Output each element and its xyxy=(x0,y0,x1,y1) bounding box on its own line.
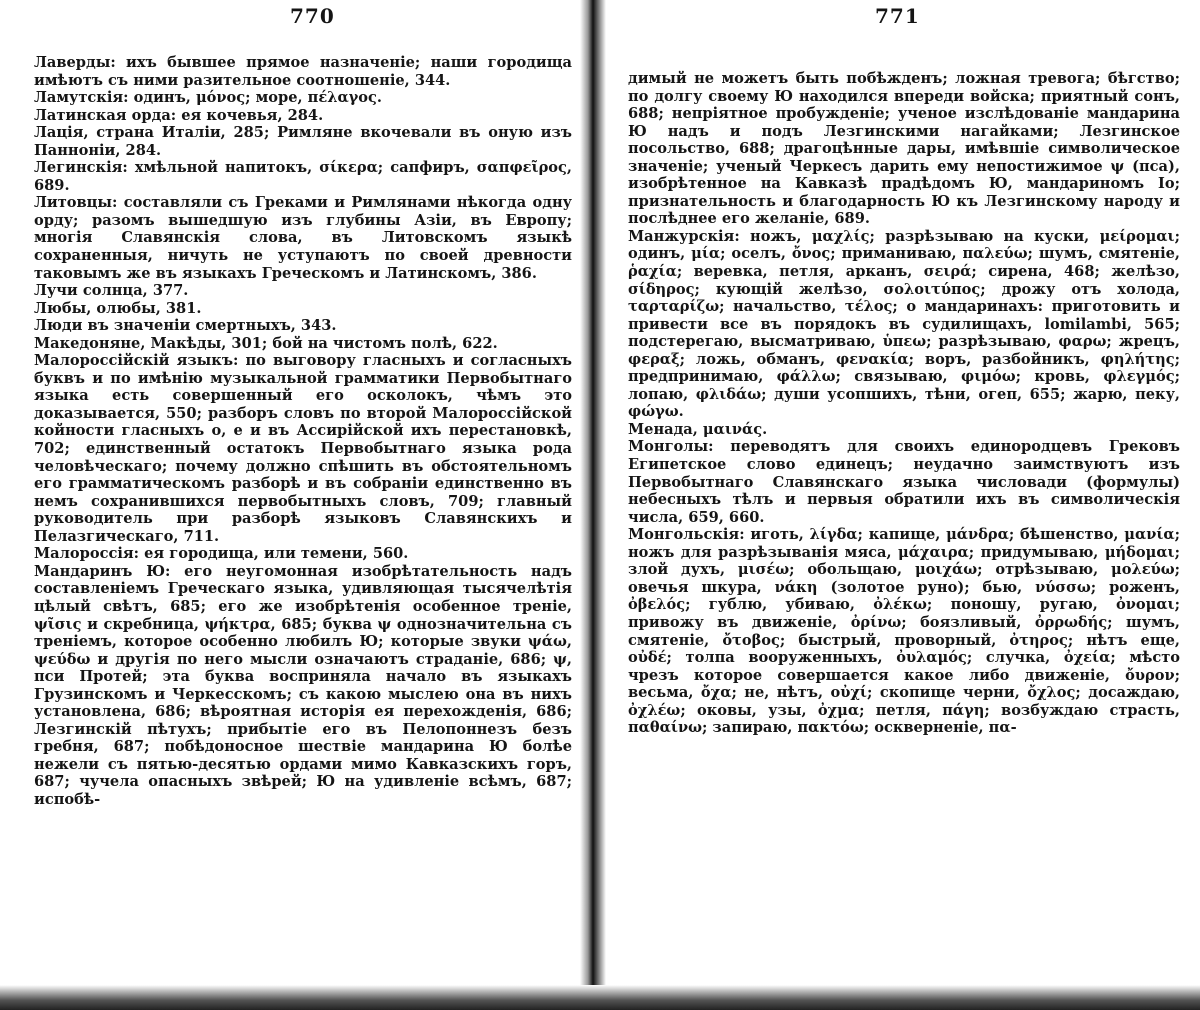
index-entry: Менада, μαινάς. xyxy=(628,420,768,438)
page-number-left: 770 xyxy=(290,4,335,28)
index-entry: Легинскія: хмѣльной напитокъ, σίκερα; сапфиръ, σαπφεῖρος, 689. xyxy=(34,159,572,194)
index-entry: Малороссійскій языкъ: по выговору гласныхъ и согласныхъ буквъ и по имѣнію музыкальной грамматики Первобытнаго языка есть совершенный его осколокъ, чѣмъ это доказывается, 550; разборъ словъ по второй Малороссійской койности гласныхъ о, е и въ Ассирійской ихъ перестановкѣ, 702; единственный остатокъ Первобытнаго языка рода человѣческаго; почему должно спѣшить въ обстоятельномъ его грамматическомъ разборѣ и въ собраніи единственно въ немъ сохранившихся первобытныхъ словъ, 709; главный руководитель при разборѣ языковъ Славянскихъ и Пелазгическаго, 711. xyxy=(34,352,572,545)
index-entry: димый не можетъ быть побѣжденъ; ложная тревога; бѣгство; по долгу своему Ю находился впереди войска; приятный сонъ, 688; непріятное пробужденіе; ученое изслѣдованіе мандарина Ю надъ и подъ Лезгинскими нагайками; Лезгинское посольство, 688; драгоцѣнные дары, имѣвшіе символическое значеніе; ученый Черкесъ дарить ему непостижимое ψ (пса), изобрѣтенное на Кавказѣ прадѣдомъ Ю, мандариномъ Іо; признательность и благодарность Ю къ Лезгинскому народу и послѣднее его желаніе, 689. xyxy=(628,70,1180,228)
index-entry: Любы, олюбы, 381. xyxy=(34,299,202,317)
index-entry: Лація, страна Италіи, 285; Римляне вкочевали въ оную изъ Паннонiи, 284. xyxy=(34,124,572,159)
index-entry: Манжурскія: ножъ, μαχλίς; разрѣзываю на куски, μείρομαι; одинъ, μία; оселъ, ὄνος; приманиваю, παλεύω; шумъ, смятеніе, ῥαχία; веревка, петля, арканъ, σειρά; сирена, 468; желѣзо, σίδηρος; кующій желѣзо, σολοιτύπος; дрожу отъ холода, ταρταρίζω; начальство, τέλος; о мандаринахъ: приготовить и привести все въ порядокъ въ судилищахъ, lomilambi, 565; подстерегаю, высматриваю, ὑπεω; разрѣзываю, φαρω; жрецъ, φεραξ; ложь, обманъ, φενακία; воръ, разбойникъ, φηλήτης; предпринимаю, φάλλω; связываю, φιμόω; кровь, φλεγμός; лопаю, φλιδάω; души усопшихъ, тѣни, огеп, 655; жарю, пеку, φώγω. xyxy=(628,227,1180,421)
index-entry: Лучи солнца, 377. xyxy=(34,282,189,300)
scan-bottom-edge xyxy=(0,985,1200,1010)
book-gutter xyxy=(580,0,606,1010)
right-page xyxy=(610,0,1200,1010)
index-entry: Македоняне, Макѣды, 301; бой на чистомъ полѣ, 622. xyxy=(34,334,498,352)
index-column-left xyxy=(34,54,572,809)
left-page xyxy=(0,0,590,1010)
index-entry: Люди въ значеніи смертныхъ, 343. xyxy=(34,317,337,335)
index-entry: Литовцы: составляли съ Греками и Римлянами нѣкогда одну орду; разомъ вышедшую изъ глубины Азіи, въ Европу; многія Славянскія слова, въ Литовскомъ языкѣ сохраненныя, ничуть не уступаютъ по своей древности таковымъ же въ языкахъ Греческомъ и Латинскомъ, 386. xyxy=(34,194,572,282)
index-entry: Латинская орда: ея кочевья, 284. xyxy=(34,106,324,124)
index-entry: Лаверды: ихъ бывшее прямое назначеніе; наши городища имѣютъ съ ними разительное соотношеніе, 344. xyxy=(34,54,572,89)
index-entry: Мандаринъ Ю: его неугомонная изобрѣтательность надъ составленіемъ Греческаго языка, удивляющая тысячелѣтія цѣлый свѣтъ, 685; его же изобрѣтенія особенное треніе, ψῖσις и скребница, ψήκτρα, 685; буква ψ однозначительна съ треніемъ, которое особенно любилъ Ю; которые звуки ψάω, ψεύδω и другія по него мысли означаютъ страданіе, 686; ψ, пси Протей; эта буква восприняла начало въ языкахъ Грузинскомъ и Черкесскомъ; съ какою мыслею она въ нихъ установлена, 686; вѣроятная исторія ея перехожденія, 686; Лезгинскій пѣтухъ; прибытіе его въ Пелопоннезъ безъ гребня, 687; побѣдоносное шествіе мандарина Ю болѣе нежели съ пятью-десятью ордами мимо Кавказскихъ горъ, 687; чучела опасныхъ звѣрей; Ю на удивленіе всѣмъ, 687; испобѣ- xyxy=(34,562,572,808)
index-entry: Монгольскія: иготь, λίγδα; капище, μάνδρα; бѣшенство, μανία; ножъ для разрѣзыванія мяса, μάχαιρα; придумываю, μήδομαι; злой духъ, μισέω; обольщаю, μοιχάω; отрѣзываю, μολεύω; овечья шкура, νάκη (золотое руно); бью, νύσσω; роженъ, ὀβελός; гублю, убиваю, ὀλέκω; поношу, ругаю, ὀνομαι; привожу въ движеніе, ὀρίνω; боязливый, ὀρρωδής; шумъ, смятеніе, ὄτοβος; быстрый, проворный, ὀτηρος; нѣтъ еще, οὐδέ; толпа вооруженныхъ, ὀυλαμός; случка, ὀχεία; мѣсто чрезъ которое совершается какое либо движеніе, ὄυρον; весьма, ὄχα; не, нѣтъ, οὐχί; скопище черни, ὄχλος; досаждаю, ὀχλέω; оковы, узы, ὀχμα; петля, πάγη; возбуждаю страсть, παθαίνω; запираю, πακτόω; оскверненіе, πα- xyxy=(628,526,1180,737)
page-number-right: 771 xyxy=(875,4,920,28)
index-entry: Ламутскія: одинъ, μόνος; море, πέλαγος. xyxy=(34,89,383,107)
index-entry: Малороссія: ея городища, или темени, 560. xyxy=(34,545,409,563)
index-column-right xyxy=(628,70,1180,737)
index-entry: Монголы: переводятъ для своихъ единородцевъ Грековъ Египетское слово единецъ; неудачно заимствуютъ изъ Первобытнаго Славянскаго языка числовади (формулы) небесныхъ тѣлъ и первыя обратили ихъ въ символическія числа, 659, 660. xyxy=(628,438,1180,526)
